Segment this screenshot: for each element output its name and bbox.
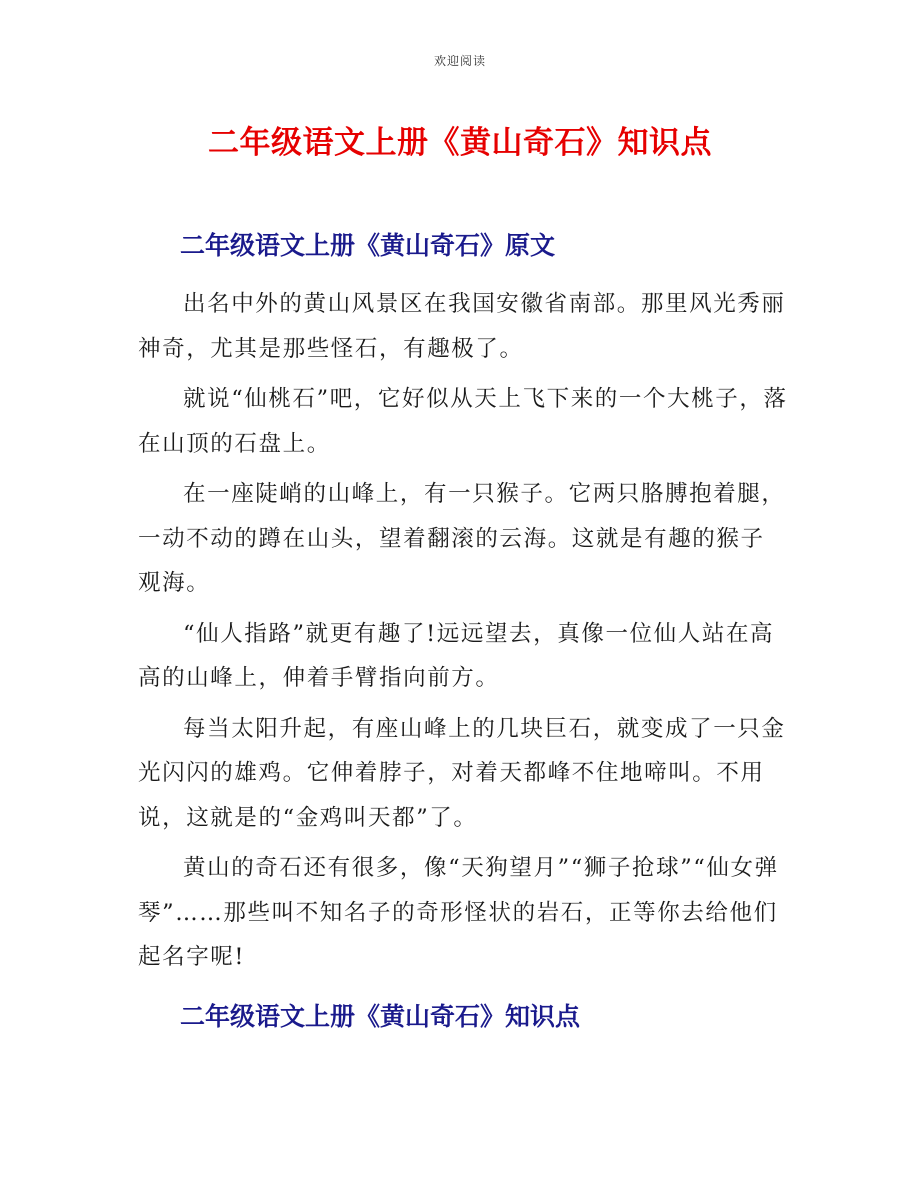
section-heading-knowledge-points: 二年级语文上册《黄山奇石》知识点: [180, 1002, 581, 1031]
paragraph-intro: 出名中外的黄山风景区在我国安徽省南部。那里风光秀丽神奇，尤其是那些怪石，有趣极了。: [138, 291, 786, 362]
paragraph-immortal-pointing: “仙人指路”就更有趣了!远远望去，真像一位仙人站在高高的山峰上，伸着手臂指向前方。: [138, 620, 775, 691]
paragraph-more-stones: 黄山的奇石还有很多，像“天狗望月”“狮子抢球”“仙女弹琴”……那些叫不知名子的奇形怪状的岩石，正等你去给他们起名字呢!: [138, 855, 779, 970]
document-title: 二年级语文上册《黄山奇石》知识点: [208, 125, 712, 161]
paragraph-golden-rooster: 每当太阳升起，有座山峰上的几块巨石，就变成了一只金光闪闪的雄鸡。它伸着脖子，对着天都峰不住地啼叫。不用说，这就是的“金鸡叫天都”了。: [138, 715, 786, 831]
paragraph-monkey-sea: 在一座陡峭的山峰上，有一只猴子。它两只胳膊抱着腿，一动不动的蹲在山头，望着翻滚的云海。这就是有趣的猴子观海。: [138, 481, 786, 596]
page-header: 欢迎阅读: [433, 54, 486, 68]
original-text-body: [138, 282, 788, 986]
section-heading-original-text: 二年级语文上册《黄山奇石》原文: [180, 231, 556, 260]
paragraph-peach-stone: 就说“仙桃石”吧，它好似从天上飞下来的一个大桃子，落在山顶的石盘上。: [138, 386, 788, 457]
